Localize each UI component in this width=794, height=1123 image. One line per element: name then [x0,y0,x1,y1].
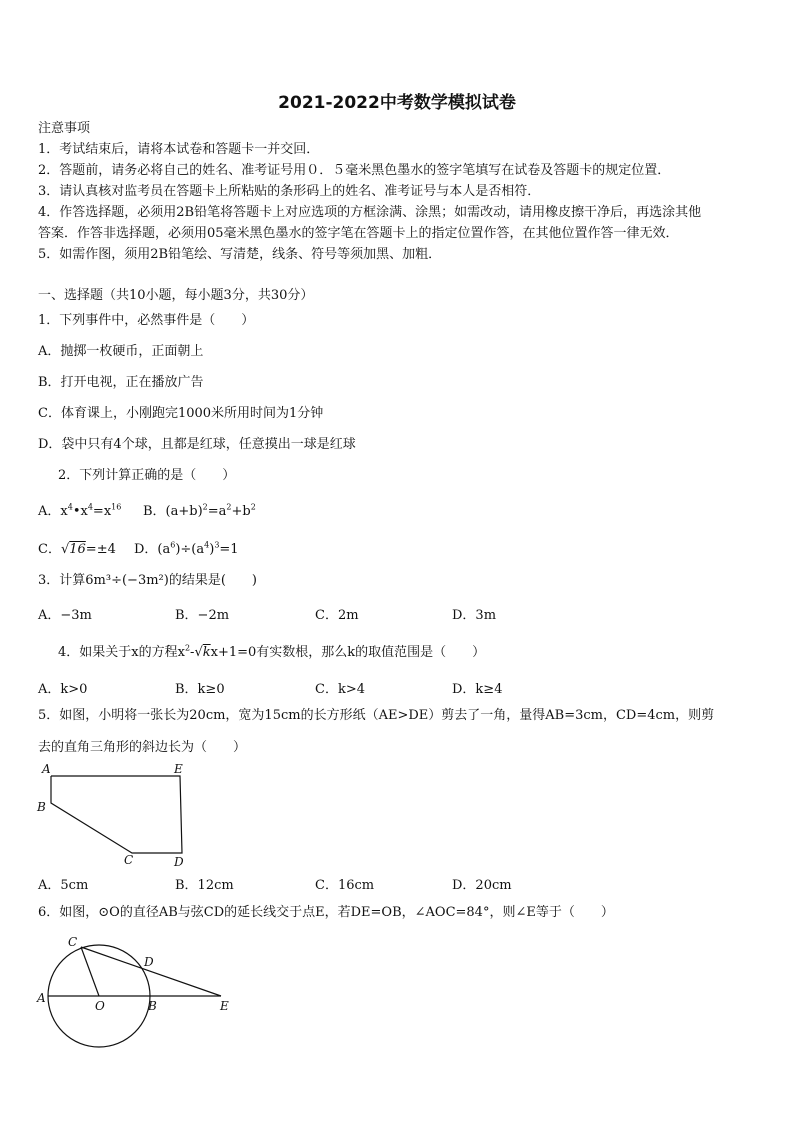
note-item: 4．作答选择题，必须用2B铅笔将答题卡上对应选项的方框涂满、涂黑；如需改动，请用橡皮擦干净后，再选涂其他 [38,205,702,220]
label-a: A [37,991,46,1005]
question-6-stem: 6．如图，⊙O的直径AB与弦CD的延长线交于点E，若DE=OB，∠AOC=84°，则∠E等于（ ） [38,905,614,920]
note-item: 2．答题前，请务必将自己的姓名、准考证号用０．５毫米黑色墨水的签字笔填写在试卷及答题卡的规定位置． [38,163,671,178]
question-5-option-b: B．12cm [175,878,234,893]
label-e: E [174,762,183,776]
question-1-stem: 1．下列事件中，必然事件是（ ） [38,313,255,328]
label-d: D [174,855,184,869]
label-b: B [37,800,46,814]
line-oc [81,947,99,996]
trapezoid-figure [34,760,194,870]
note-item: 5．如需作图，须用2B铅笔绘、写清楚，线条、符号等须加黑、加粗． [38,247,442,262]
question-4-option-c: C．k>4 [315,682,365,697]
label-c: C [68,935,78,949]
question-2-option-b: B．$(a+b)^2=a^2+b^2$ [143,502,256,519]
question-5-stem-cont: 去的直角三角形的斜边长为（ ） [38,740,247,755]
question-1-option-a: A．抛掷一枚硬币，正面朝上 [38,344,204,359]
notes-heading: 注意事项 [38,121,91,136]
question-5-stem: 5．如图，小明将一张长为20cm，宽为15cm的长方形纸（AE>DE）剪去了一角，量得AB=3cm，CD=4cm，则剪 [38,708,715,723]
question-5-option-a: A．5cm [38,878,89,893]
question-5-option-d: D．20cm [452,878,512,893]
label-d: D [144,955,154,969]
label-a: A [42,762,51,776]
question-1-option-c: C．体育课上，小刚跑完1000米所用时间为1分钟 [38,406,324,421]
question-1-option-b: B．打开电视，正在播放广告 [38,375,204,390]
page-title: 2021-2022中考数学模拟试卷 [278,93,516,113]
note-item: 1．考试结束后，请将本试卷和答题卡一并交回． [38,142,320,157]
question-2-stem: 2．下列计算正确的是（ ） [58,468,236,483]
question-3-option-a: A．−3m [38,608,92,623]
question-4-option-b: B．k≥0 [175,682,225,697]
question-4-option-d: D．k≥4 [452,682,503,697]
note-item: 答案．作答非选择题，必须用05毫米黑色墨水的签字笔在答题卡上的指定位置作答，在其他位置作答一律无效． [38,226,679,241]
question-2-option-d: D．$(a^6)\div(a^4)^3=1$ [134,540,239,557]
section-heading: 一、选择题（共10小题，每小题3分，共30分） [38,288,314,303]
note-item: 3．请认真核对监考员在答题卡上所粘贴的条形码上的姓名、准考证号与本人是否相符． [38,184,541,199]
question-3-option-b: B．−2m [175,608,230,623]
question-4-stem: 4．如果关于x的方程$x^2-√kx+1=0$有实数根，那么k的取值范围是（ ） [58,643,486,660]
pentagon-shape [51,776,182,853]
circle-figure [34,930,244,1050]
label-e: E [220,999,229,1013]
question-3-stem: 3．计算6m³÷(−3m²)的结果是( ) [38,573,257,588]
question-3-option-c: C．2m [315,608,359,623]
question-2-option-a: A．$x^4•x^4=x^{16}$ [38,502,122,519]
question-1-option-d: D．袋中只有4个球，且都是红球，任意摸出一球是红球 [38,437,356,452]
question-2-option-c: C．√16=±4 [38,542,116,557]
label-b: B [148,999,157,1013]
question-5-option-c: C．16cm [315,878,375,893]
label-c: C [124,853,134,867]
question-3-option-d: D．3m [452,608,497,623]
label-o: O [95,999,105,1013]
question-4-option-a: A．k>0 [38,682,88,697]
